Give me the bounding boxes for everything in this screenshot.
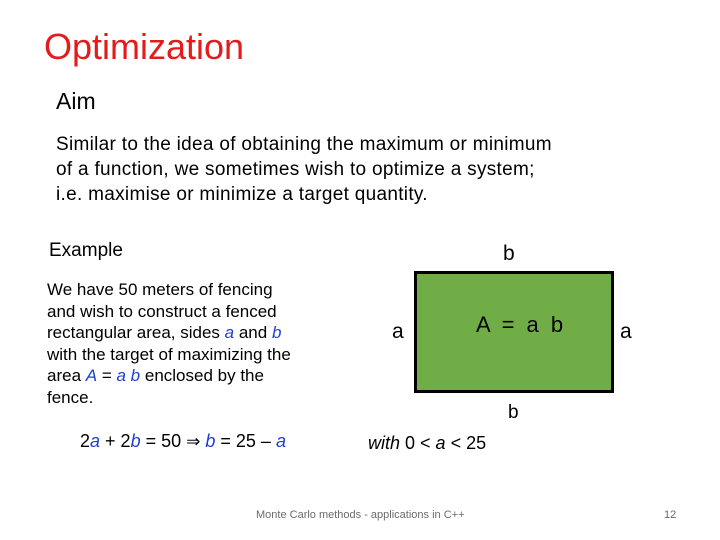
paragraph-line: fence.: [47, 387, 94, 407]
intro-line: Similar to the idea of obtaining the maximum or minimum: [56, 134, 552, 155]
paragraph-text: =: [97, 366, 117, 385]
rectangle-label-a-left: a: [392, 320, 404, 343]
rectangle-label-b-bottom: b: [508, 402, 519, 423]
constraint-variable-a: a: [435, 433, 446, 453]
subtitle-aim: Aim: [56, 88, 96, 114]
eq-variable-b: b: [130, 431, 141, 451]
paragraph-text: rectangular area, sides: [47, 323, 225, 342]
paragraph-text: enclosed by the: [140, 366, 264, 385]
paragraph-line: [47, 365, 291, 387]
paragraph-line: with the target of maximizing the: [47, 344, 291, 364]
paragraph-line: and wish to construct a fenced: [47, 301, 277, 321]
intro-line: i.e. maximise or minimize a target quantity.: [56, 184, 428, 205]
variable-a: a: [116, 366, 126, 385]
example-heading: Example: [49, 240, 123, 261]
area-formula: A = a b: [476, 312, 567, 337]
intro-line: of a function, we sometimes wish to optimize a system;: [56, 159, 535, 180]
page-number: 12: [664, 509, 677, 521]
variable-A: A: [85, 366, 98, 385]
implies-symbol: ⇒: [186, 432, 201, 451]
domain-constraint: [368, 433, 486, 454]
constraint-equation: [80, 431, 286, 452]
eq-text: +: [100, 431, 121, 451]
constraint-text: 0 <: [400, 433, 436, 453]
slide-title: Optimization: [44, 26, 245, 67]
eq-coefficient: 2: [120, 431, 131, 451]
eq-text: = 50: [140, 431, 187, 451]
paragraph-text: and: [234, 323, 272, 342]
eq-text: = 25 –: [215, 431, 276, 451]
slide-footer: Monte Carlo methods - applications in C++: [256, 509, 465, 521]
rectangle-label-a-right: a: [620, 320, 632, 343]
intro-text: [56, 132, 552, 207]
constraint-with: with: [368, 433, 401, 453]
variable-b: b: [271, 323, 282, 342]
eq-variable-a: a: [90, 431, 101, 451]
paragraph-text: area: [47, 366, 86, 385]
example-paragraph: [47, 279, 291, 408]
constraint-text: < 25: [445, 433, 487, 453]
variable-b: b: [130, 366, 141, 385]
variable-a: a: [224, 323, 235, 342]
rectangle-label-b-top: b: [503, 242, 515, 265]
eq-coefficient: 2: [80, 431, 91, 451]
paragraph-line: We have 50 meters of fencing: [47, 280, 273, 299]
eq-variable-b: b: [200, 431, 216, 451]
paragraph-line: [47, 322, 291, 344]
eq-variable-a: a: [275, 431, 286, 451]
